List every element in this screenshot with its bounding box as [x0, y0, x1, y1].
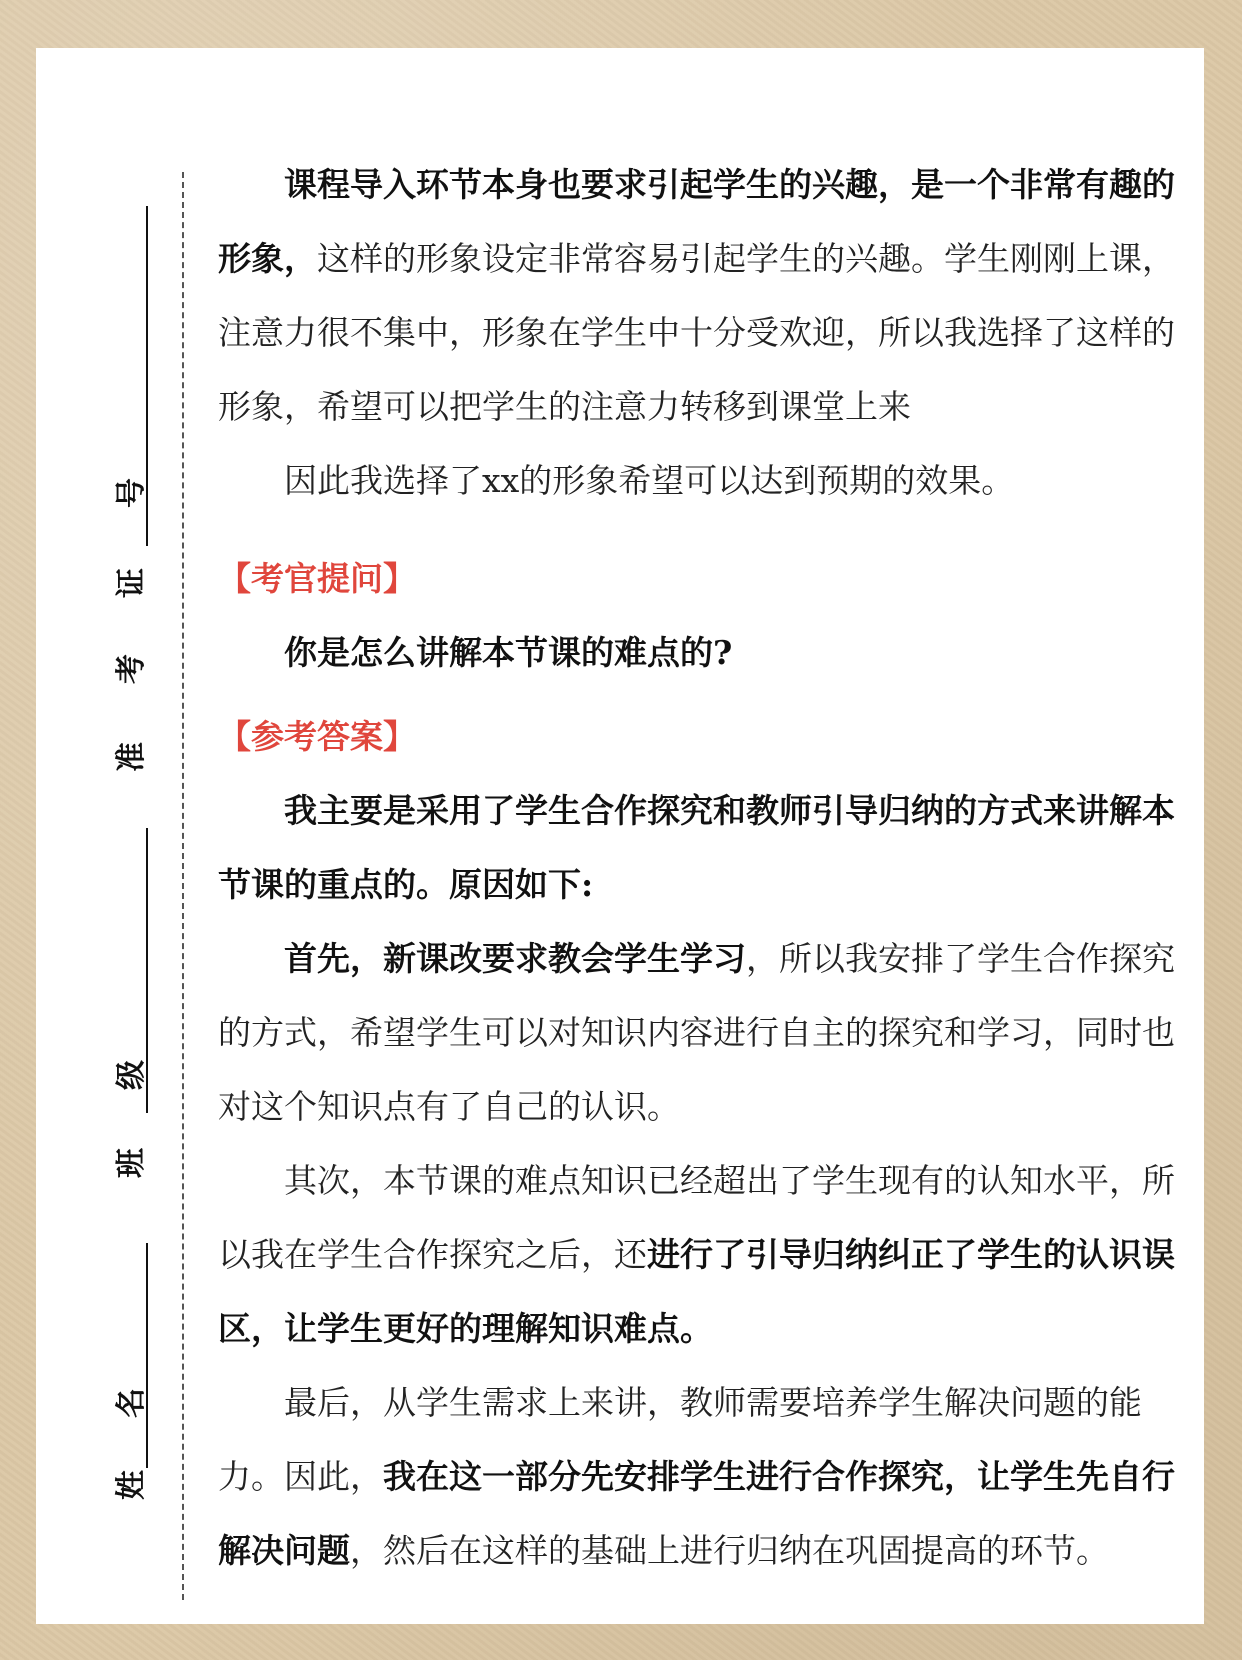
binding-dashed-line	[182, 172, 184, 1600]
answer-second-bold: 进行了引导归纳纠正了学生的认识误区，让学生更好的理解知识难点。	[218, 1235, 1175, 1348]
answer-lead-paragraph: 我主要是采用了学生合作探究和教师引导归纳的方式来讲解本节课的重点的。原因如下:	[218, 791, 1175, 904]
intro-bold-text: 课程导入环节本身也要求引起学生的兴趣，是一个非常有趣的形象，	[218, 165, 1175, 278]
answer-third-tail: ，然后在这样的基础上进行归纳在巩固提高的环节。	[350, 1531, 1109, 1570]
reference-answer-tag: 【参考答案】	[218, 717, 416, 756]
ticket-char-4: 号	[114, 478, 149, 508]
name-char-1: 姓	[114, 1470, 149, 1500]
examiner-question-tag: 【考官提问】	[218, 559, 416, 598]
ticket-char-2: 考	[114, 654, 149, 684]
intro-paragraph-1	[218, 148, 1203, 444]
answer-second-text: 其次，本节课的难点知识已经超出了学生现有的认知水平，所以我在学生合作探究之后，还	[218, 1161, 1175, 1274]
answer-third-paragraph	[218, 1366, 1203, 1588]
examiner-question-text: 你是怎么讲解本节课的难点的?	[284, 633, 733, 672]
class-char-1: 班	[114, 1148, 149, 1178]
answer-third-text: 最后，从学生需求上来讲，教师需要培养学生解决问题的能力。因此，	[218, 1383, 1142, 1496]
ticket-char-1: 准	[114, 742, 149, 772]
answer-first-bold: 首先，新课改要求教会学生学习	[284, 939, 746, 978]
intro-text: 这样的形象设定非常容易引起学生的兴趣。学生刚刚上课，注意力很不集中，形象在学生中十分受欢迎，所以我选择了这样的形象，希望可以把学生的注意力转移到课堂上来	[218, 239, 1175, 426]
answer-first-text: ，所以我安排了学生合作探究的方式，希望学生可以对知识内容进行自主的探究和学习，同时也对这个知识点有了自己的认识。	[218, 939, 1175, 1126]
answer-first-paragraph	[218, 922, 1203, 1144]
content-body	[218, 148, 1203, 1588]
name-char-2: 名	[114, 1388, 149, 1418]
answer-second-paragraph	[218, 1144, 1203, 1366]
intro-paragraph-2: 因此我选择了xx的形象希望可以达到预期的效果。	[284, 461, 1015, 500]
ticket-char-3: 证	[114, 568, 149, 598]
answer-third-bold: 我在这一部分先安排学生进行合作探究，让学生先自行解决问题	[218, 1457, 1175, 1570]
paper-sheet	[36, 48, 1204, 1624]
name-underline	[146, 1243, 148, 1468]
class-char-2: 级	[114, 1060, 149, 1090]
